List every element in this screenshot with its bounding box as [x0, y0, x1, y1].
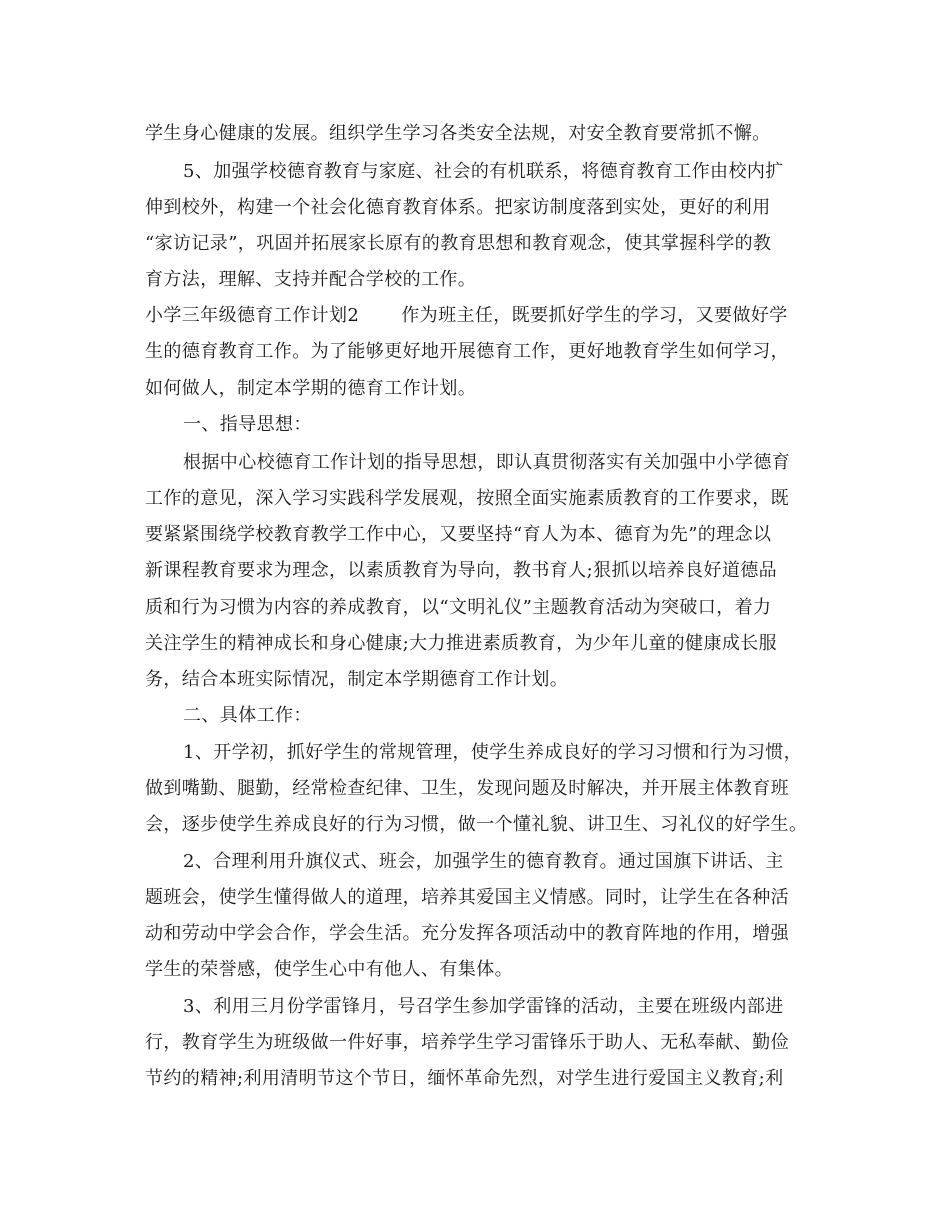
text-line: 节约的精神;利用清明节这个节日，缅怀革命先烈，对学生进行爱国主义教育;利 — [145, 1068, 784, 1089]
text-line: 伸到校外，构建一个社会化德育教育体系。把家访制度落到实处，更好的利用 — [145, 197, 771, 218]
section-heading: 一、指导思想： — [183, 414, 312, 435]
section-title: 小学三年级德育工作计划2 — [145, 305, 360, 326]
text-line: 作为班主任，既要抓好学生的学习，又要做好学 — [401, 305, 788, 326]
text-line: 要紧紧围绕学校教育教学工作中心，又要坚持“育人为本、德育为先”的理念以 — [145, 524, 772, 545]
text-line: 行，教育学生为班级做一件好事，培养学生学习雷锋乐于助人、无私奉献、勤俭 — [145, 1032, 789, 1053]
text-line: 3、利用三月份学雷锋月，号召学生参加学雷锋的活动，主要在班级内部进 — [183, 996, 784, 1017]
text-line: 生的德育教育工作。为了能够更好地开展德育工作，更好地教育学生如何学习， — [145, 341, 789, 362]
text-line: 务，结合本班实际情况，制定本学期德育工作计划。 — [145, 669, 569, 690]
text-line: 育方法，理解、支持并配合学校的工作。 — [145, 269, 477, 290]
section-heading: 二、具体工作： — [183, 705, 312, 726]
section-title-line — [145, 304, 788, 328]
text-line: 5、加强学校德育教育与家庭、社会的有机联系，将德育教育工作由校内扩 — [183, 161, 784, 182]
text-line: 学生的荣誉感，使学生心中有他人、有集体。 — [145, 959, 513, 980]
text-line: 关注学生的精神成长和身心健康;大力推进素质教育，为少年儿童的健康成长服 — [145, 633, 778, 654]
text-line: 会，逐步使学生养成良好的行为习惯，做一个懂礼貌、讲卫生、习礼仪的好学生。 — [145, 814, 808, 835]
text-line: 1、开学初，抓好学生的常规管理，使学生养成良好的学习习惯和行为习惯， — [183, 742, 803, 763]
text-line: 新课程教育要求为理念，以素质教育为导向，教书育人;狠抓以培养良好道德品 — [145, 560, 778, 581]
text-line: 做到嘴勤、腿勤，经常检查纪律、卫生，发现问题及时解决，并开展主体教育班 — [145, 778, 789, 799]
text-line: 工作的意见，深入学习实践科学发展观，按照全面实施素质教育的工作要求，既 — [145, 488, 789, 509]
text-line: 2、合理利用升旗仪式、班会，加强学生的德育教育。通过国旗下讲话、主 — [183, 851, 784, 872]
text-line: 如何做人，制定本学期的德育工作计划。 — [145, 378, 477, 399]
text-line: 学生身心健康的发展。组织学生学习各类安全法规，对安全教育要常抓不懈。 — [145, 123, 771, 144]
text-line: “家访记录”，巩固并拓展家长原有的教育思想和教育观念，使其掌握科学的教 — [145, 233, 772, 254]
text-line: 根据中心校德育工作计划的指导思想，即认真贯彻落实有关加强中小学德育 — [183, 452, 791, 473]
text-line: 题班会，使学生懂得做人的道理，培养其爱国主义情感。同时，让学生在各种活 — [145, 887, 789, 908]
text-line: 质和行为习惯为内容的养成教育，以“文明礼仪”主题教育活动为突破口，着力 — [145, 597, 772, 618]
text-line: 动和劳动中学会合作，学会生活。充分发挥各项活动中的教育阵地的作用，增强 — [145, 923, 789, 944]
